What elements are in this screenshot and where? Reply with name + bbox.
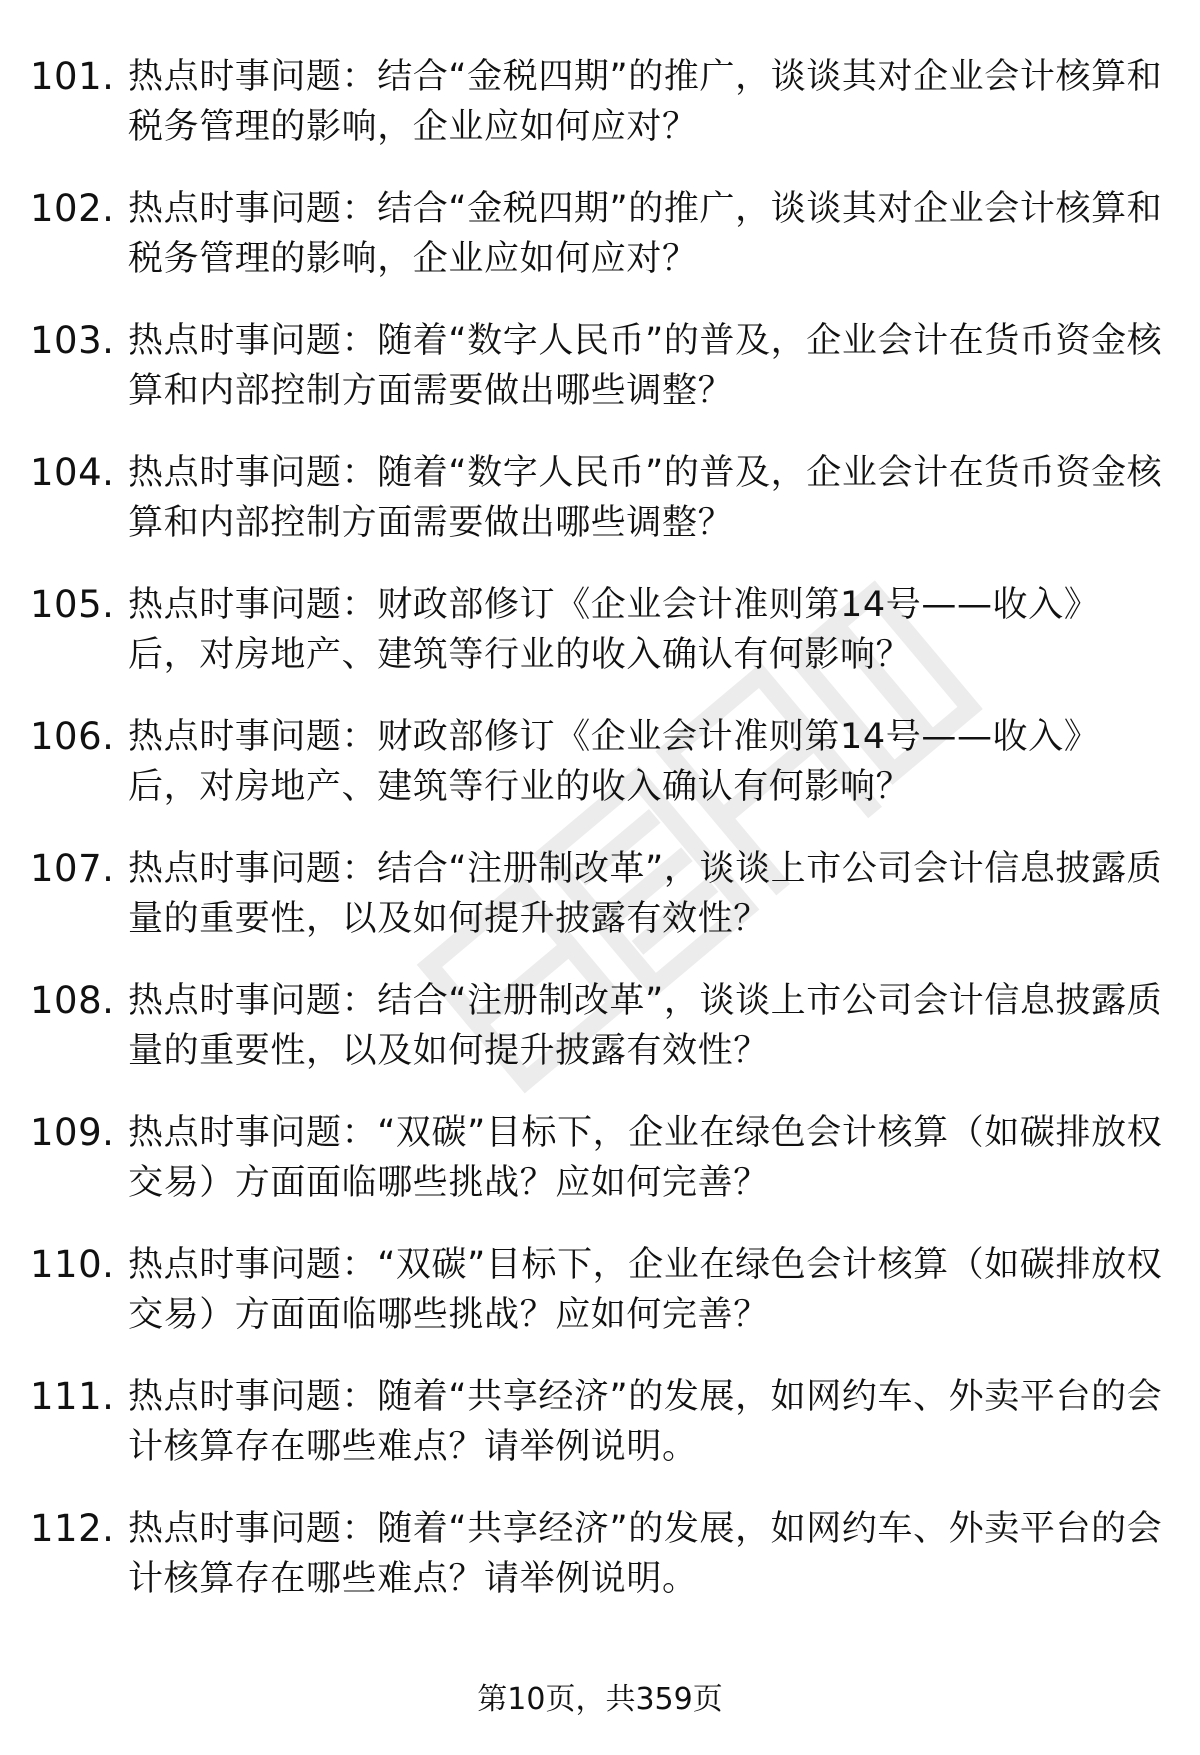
question-text: 热点时事问题：财政部修订《企业会计准则第14号——收入》后，对房地产、建筑等行业的收入确认有何影响？ [128,585,1100,675]
question-item [30,1240,1180,1372]
question-text: 热点时事问题：财政部修订《企业会计准则第14号——收入》后，对房地产、建筑等行业的收入确认有何影响？ [128,717,1100,807]
question-item [30,1372,1180,1504]
question-text: 热点时事问题：随着“数字人民币”的普及，企业会计在货币资金核算和内部控制方面需要做出哪些调整？ [128,321,1163,411]
question-item [30,844,1180,976]
question-item [30,712,1180,844]
question-text: 热点时事问题：结合“注册制改革”，谈谈上市公司会计信息披露质量的重要性，以及如何提升披露有效性？ [128,981,1163,1071]
question-number: 104. [30,451,115,494]
page-number-info: 第10页，共359页 [477,1682,723,1717]
question-item [30,184,1180,316]
question-number: 110. [30,1243,115,1286]
question-text: 热点时事问题：随着“共享经济”的发展，如网约车、外卖平台的会计核算存在哪些难点？请举例说明。 [128,1377,1163,1467]
question-item [30,976,1180,1108]
question-number: 106. [30,715,115,758]
question-list [30,52,1180,1636]
question-item [30,1108,1180,1240]
question-number: 107. [30,847,115,890]
question-number: 102. [30,187,115,230]
question-number: 105. [30,583,115,626]
question-text: 热点时事问题：结合“金税四期”的推广，谈谈其对企业会计核算和税务管理的影响，企业应如何应对？ [128,57,1163,147]
page-footer [0,1680,1200,1720]
question-item [30,316,1180,448]
question-text: 热点时事问题：结合“金税四期”的推广，谈谈其对企业会计核算和税务管理的影响，企业应如何应对？ [128,189,1163,279]
question-number: 109. [30,1111,115,1154]
question-number: 103. [30,319,115,362]
question-item [30,52,1180,184]
question-item [30,580,1180,712]
question-text: 热点时事问题：随着“共享经济”的发展，如网约车、外卖平台的会计核算存在哪些难点？请举例说明。 [128,1509,1163,1599]
question-item [30,1504,1180,1636]
question-number: 108. [30,979,115,1022]
question-text: 热点时事问题：随着“数字人民币”的普及，企业会计在货币资金核算和内部控制方面需要做出哪些调整？ [128,453,1163,543]
question-text: 热点时事问题：“双碳”目标下，企业在绿色会计核算（如碳排放权交易）方面面临哪些挑战？应如何完善？ [128,1245,1163,1335]
question-number: 101. [30,55,115,98]
question-number: 111. [30,1375,115,1418]
question-item [30,448,1180,580]
question-text: 热点时事问题：结合“注册制改革”，谈谈上市公司会计信息披露质量的重要性，以及如何提升披露有效性？ [128,849,1163,939]
question-number: 112. [30,1507,115,1550]
question-text: 热点时事问题：“双碳”目标下，企业在绿色会计核算（如碳排放权交易）方面面临哪些挑战？应如何完善？ [128,1113,1163,1203]
